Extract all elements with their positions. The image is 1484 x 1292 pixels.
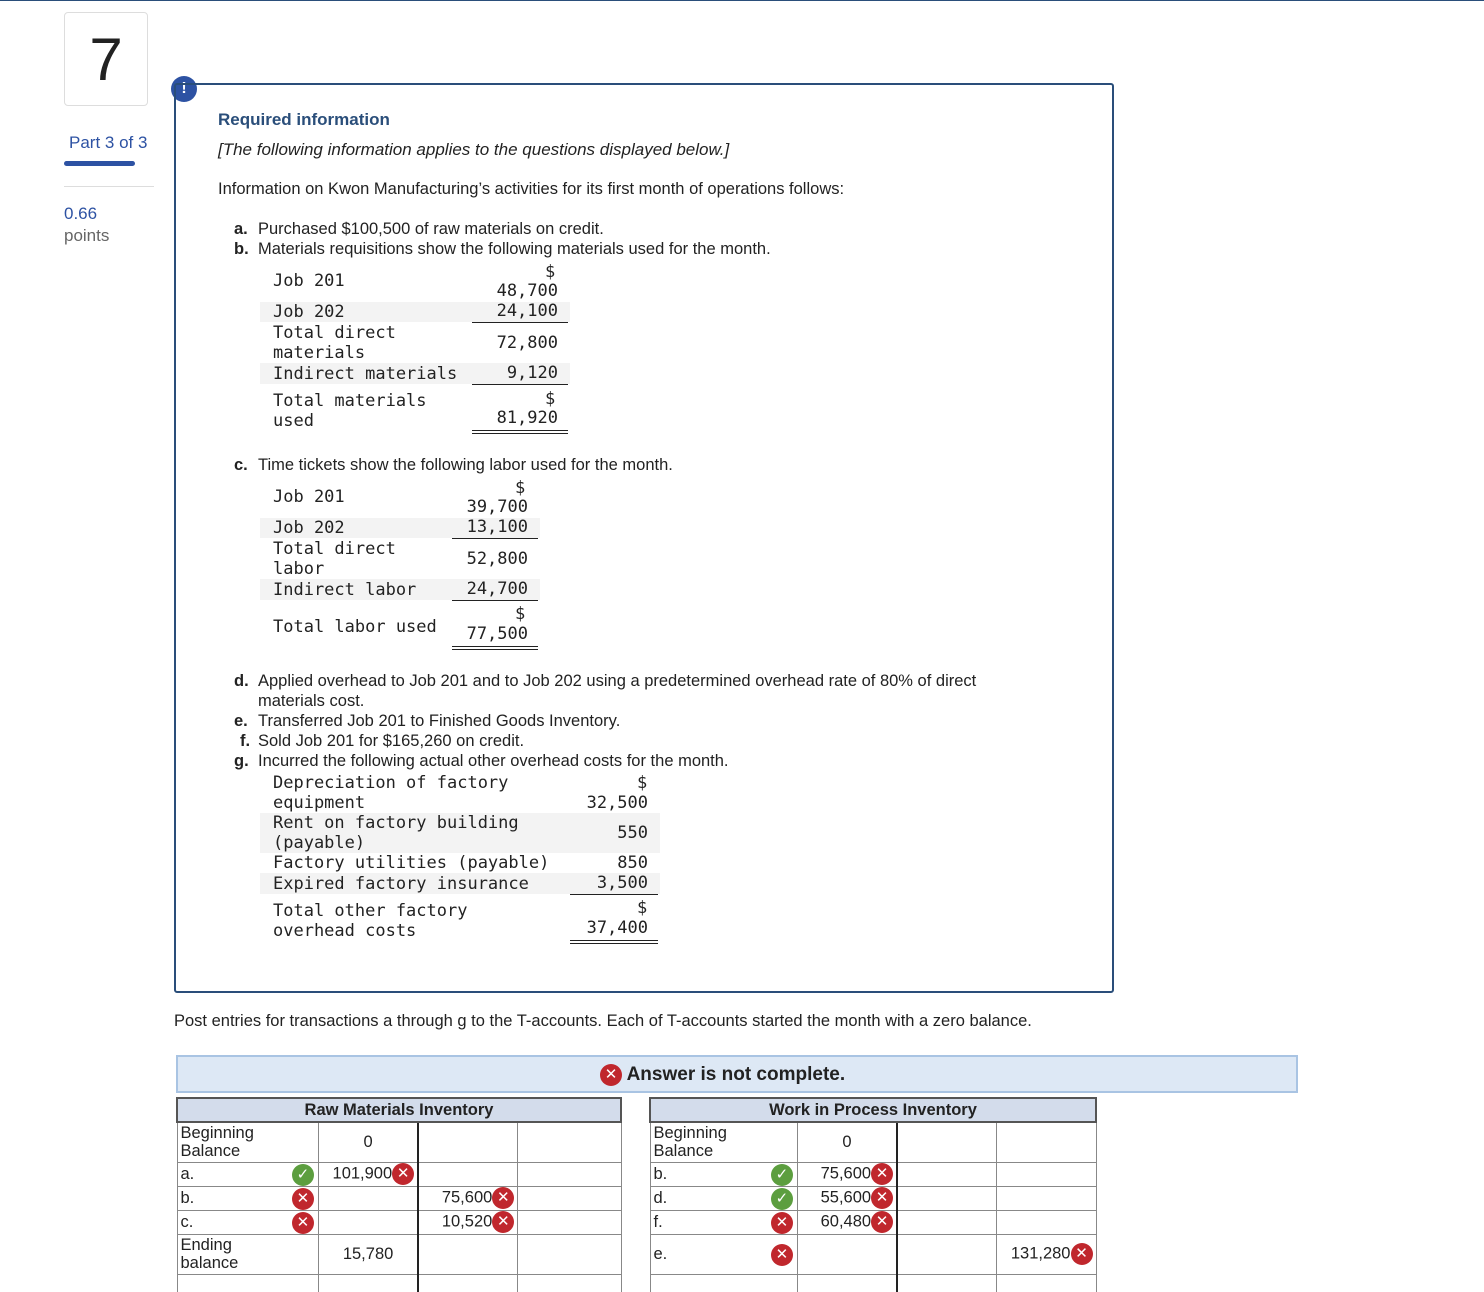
rm-extra-cell[interactable] — [518, 1186, 621, 1210]
overhead-dep-dollar: $ — [637, 773, 648, 793]
labor-indirect: Indirect labor — [273, 580, 417, 600]
labor-total-direct-1: Total direct — [273, 539, 396, 559]
underline — [452, 538, 538, 539]
overhead-total-1: Total other factory — [273, 901, 468, 921]
item-a-text: Purchased $100,500 of raw materials on credit. — [258, 220, 604, 238]
rm-row-a-debit[interactable]: 101,900 ✕ — [318, 1162, 418, 1186]
wip-row-e-debit[interactable] — [797, 1234, 897, 1274]
underline — [472, 384, 568, 385]
rm-row-b-debit[interactable] — [318, 1186, 418, 1210]
wip-row-d-credit[interactable] — [897, 1186, 996, 1210]
rm-row-b-label: b. ✕ — [177, 1186, 318, 1210]
wip-credit-cell[interactable] — [897, 1122, 996, 1162]
overhead-ins-value: 3,500 — [596, 873, 648, 893]
item-f-text: Sold Job 201 for $165,260 on credit. — [258, 732, 525, 750]
materials-job202-value: 24,100 — [496, 301, 558, 321]
wip-extra-cell[interactable] — [996, 1162, 1096, 1186]
materials-total-direct-value: 72,800 — [496, 333, 558, 353]
double-underline — [452, 646, 538, 650]
rm-extra-cell[interactable] — [518, 1122, 621, 1162]
item-g-label: g. — [234, 752, 249, 770]
top-divider — [0, 0, 1484, 1]
rm-row-c-debit[interactable] — [318, 1210, 418, 1234]
item-g-text: Incurred the following actual other overhead costs for the month. — [258, 752, 729, 770]
rm-row-c-label: c. ✕ — [177, 1210, 318, 1234]
labor-total: Total labor used — [273, 617, 437, 637]
underline — [570, 894, 658, 895]
labor-dollar: $ — [515, 478, 526, 498]
wip-row-b-credit[interactable] — [897, 1162, 996, 1186]
materials-total-2: used — [273, 411, 314, 431]
incorrect-icon: ✕ — [392, 1163, 414, 1185]
incorrect-icon: ✕ — [492, 1187, 514, 1209]
materials-dollar: $ — [545, 262, 556, 282]
wip-row-d-debit[interactable]: 55,600 ✕ — [797, 1186, 897, 1210]
raw-materials-t-account — [176, 1097, 622, 1292]
part-progress-bar — [64, 161, 135, 166]
labor-job201: Job 201 — [273, 487, 345, 507]
question-number: 7 — [64, 12, 148, 106]
item-f-label: f. — [240, 732, 251, 750]
materials-job202: Job 202 — [273, 302, 345, 322]
incorrect-icon: ✕ — [771, 1212, 793, 1234]
intro-text: Information on Kwon Manufacturing’s activities for its first month of operations follows: — [218, 180, 845, 198]
wip-t-account — [649, 1097, 1097, 1292]
wip-title: Work in Process Inventory — [650, 1098, 1096, 1122]
rm-row-a-label: a. ✓ — [177, 1162, 318, 1186]
overhead-dep-value: 32,500 — [586, 793, 648, 813]
overhead-total-2: overhead costs — [273, 921, 417, 941]
required-info-subtitle: [The following information applies to the questions displayed below.] — [218, 140, 730, 159]
labor-job201-value: 39,700 — [466, 497, 528, 517]
double-underline — [570, 940, 658, 944]
rm-extra-cell[interactable] — [518, 1210, 621, 1234]
sidebar-divider — [64, 186, 154, 187]
wip-extra-cell[interactable] — [996, 1210, 1096, 1234]
correct-icon: ✓ — [771, 1164, 793, 1186]
labor-job202: Job 202 — [273, 518, 345, 538]
labor-total-value: 77,500 — [466, 624, 528, 644]
materials-job201-value: 48,700 — [496, 281, 558, 301]
rm-ending-value[interactable]: 15,780 — [318, 1234, 418, 1274]
overhead-total-value: 37,400 — [586, 918, 648, 938]
materials-total-1: Total materials — [273, 391, 427, 411]
overhead-dep-1: Depreciation of factory — [273, 773, 509, 793]
rm-ending-credit[interactable] — [418, 1234, 518, 1274]
rm-extra-cell[interactable] — [518, 1162, 621, 1186]
incorrect-icon: ✕ — [1071, 1243, 1093, 1265]
item-d-label: d. — [234, 672, 249, 690]
correct-icon: ✓ — [292, 1164, 314, 1186]
underline — [472, 322, 568, 323]
materials-indirect-value: 9,120 — [506, 363, 558, 383]
rm-credit-cell[interactable] — [418, 1122, 518, 1162]
rm-row-c-credit[interactable]: 10,520 ✕ — [418, 1210, 518, 1234]
item-e-label: e. — [234, 712, 248, 730]
item-c-text: Time tickets show the following labor used for the month. — [258, 456, 673, 474]
rm-row-b-credit[interactable]: 75,600 ✕ — [418, 1186, 518, 1210]
answer-status-text: Answer is not complete. — [626, 1064, 846, 1086]
item-d-text-1: Applied overhead to Job 201 and to Job 202 using a predetermined overhead rate of 80% of direct — [258, 672, 977, 690]
item-e-text: Transferred Job 201 to Finished Goods Inventory. — [258, 712, 621, 730]
raw-materials-title: Raw Materials Inventory — [177, 1098, 621, 1122]
wip-row-e-credit[interactable] — [897, 1234, 996, 1274]
points-label: points — [64, 226, 110, 245]
overhead-rent-2: (payable) — [273, 833, 366, 853]
materials-total-value: 81,920 — [496, 408, 558, 428]
rm-row-a-credit[interactable] — [418, 1162, 518, 1186]
overhead-util-value: 850 — [617, 853, 648, 873]
post-entries-instruction: Post entries for transactions a through g to the T-accounts. Each of T-accounts started the month with a zero balance. — [174, 1012, 1032, 1030]
wip-row-b-label: b. ✓ — [650, 1162, 797, 1186]
wip-extra-cell[interactable] — [996, 1186, 1096, 1210]
incorrect-icon: ✕ — [600, 1064, 622, 1086]
overhead-dep-2: equipment — [273, 793, 366, 813]
rm-ending-label: Ending balance — [177, 1234, 318, 1274]
labor-job202-value: 13,100 — [466, 517, 528, 537]
materials-indirect: Indirect materials — [273, 364, 458, 384]
rm-beginning-label: Beginning Balance — [177, 1122, 318, 1162]
overhead-total-dollar: $ — [637, 898, 648, 918]
materials-total-direct-1: Total direct — [273, 323, 396, 343]
underline — [452, 600, 538, 601]
answer-status — [600, 1064, 845, 1086]
wip-beginning-value[interactable]: 0 — [797, 1122, 897, 1162]
labor-total-direct-2: labor — [273, 559, 325, 579]
wip-row-f-debit[interactable]: 60,480 ✕ — [797, 1210, 897, 1234]
incorrect-icon: ✕ — [292, 1188, 314, 1210]
item-c-label: c. — [234, 456, 248, 474]
wip-row-e-label: e. ✕ — [650, 1234, 797, 1274]
wip-row-f-label: f. ✕ — [650, 1210, 797, 1234]
incorrect-icon: ✕ — [492, 1211, 514, 1233]
wip-row-d-label: d. ✓ — [650, 1186, 797, 1210]
overhead-rent-1: Rent on factory building — [273, 813, 519, 833]
overhead-ins: Expired factory insurance — [273, 874, 529, 894]
wip-extra-cell[interactable] — [996, 1122, 1096, 1162]
item-d-text-2: materials cost. — [258, 692, 365, 710]
overhead-rent-value: 550 — [617, 823, 648, 843]
overhead-util: Factory utilities (payable) — [273, 853, 550, 873]
labor-total-direct-value: 52,800 — [466, 549, 528, 569]
double-underline — [472, 430, 568, 434]
item-b-label: b. — [234, 240, 249, 258]
labor-total-dollar: $ — [515, 604, 526, 624]
rm-extra-cell[interactable] — [518, 1234, 621, 1274]
wip-row-f-credit[interactable] — [897, 1210, 996, 1234]
wip-row-b-debit[interactable]: 75,600 ✕ — [797, 1162, 897, 1186]
incorrect-icon: ✕ — [871, 1163, 893, 1185]
wip-beginning-label: Beginning Balance — [650, 1122, 797, 1162]
alert-icon: ! — [171, 76, 197, 102]
rm-beginning-value[interactable]: 0 — [318, 1122, 418, 1162]
incorrect-icon: ✕ — [871, 1211, 893, 1233]
item-a-label: a. — [234, 220, 248, 238]
item-b-text: Materials requisitions show the following materials used for the month. — [258, 240, 771, 258]
incorrect-icon: ✕ — [871, 1187, 893, 1209]
required-info-title: Required information — [218, 110, 390, 129]
incorrect-icon: ✕ — [292, 1212, 314, 1234]
part-indicator: Part 3 of 3 — [69, 133, 148, 152]
materials-job201: Job 201 — [273, 271, 345, 291]
incorrect-icon: ✕ — [771, 1244, 793, 1266]
points-value: 0.66 — [64, 204, 98, 223]
labor-indirect-value: 24,700 — [466, 579, 528, 599]
wip-row-e-value[interactable]: 131,280 ✕ — [996, 1234, 1096, 1274]
materials-total-dollar: $ — [545, 389, 556, 409]
materials-total-direct-2: materials — [273, 343, 366, 363]
correct-icon: ✓ — [771, 1188, 793, 1210]
